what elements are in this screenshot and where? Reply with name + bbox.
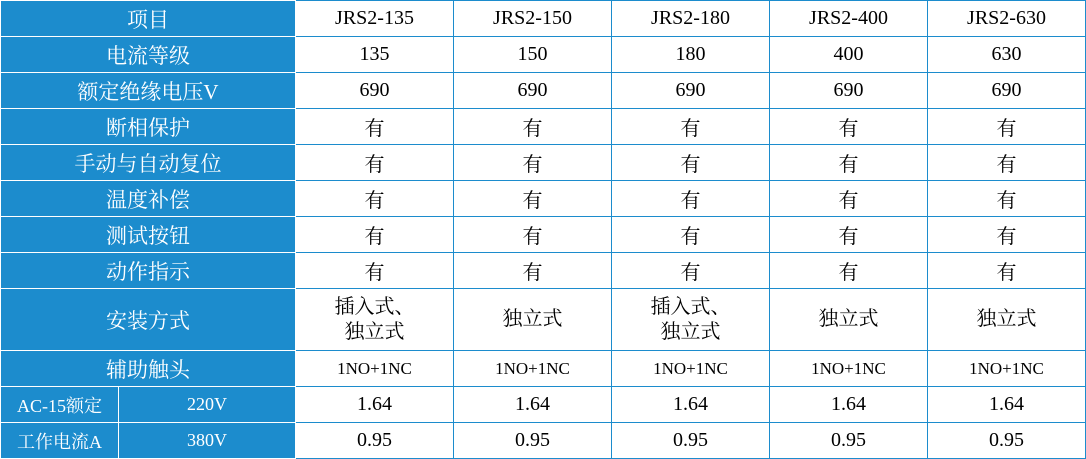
row-label: 手动与自动复位 xyxy=(1,145,296,181)
sub-row-label: 380V xyxy=(119,423,296,459)
row-value: 有 xyxy=(296,253,454,289)
table-row xyxy=(1,217,1086,253)
table-row xyxy=(1,37,1086,73)
table-row xyxy=(1,289,1086,351)
row-value: 1.64 xyxy=(770,387,928,423)
row-value: 有 xyxy=(928,181,1086,217)
table-row xyxy=(1,73,1086,109)
table-row xyxy=(1,253,1086,289)
row-value: 有 xyxy=(928,109,1086,145)
row-value: 0.95 xyxy=(296,423,454,459)
row-label: 动作指示 xyxy=(1,253,296,289)
header-model-1: JRS2-135 xyxy=(296,1,454,37)
row-value: 1.64 xyxy=(612,387,770,423)
row-value: 1NO+1NC xyxy=(770,351,928,387)
row-label: 额定绝缘电压V xyxy=(1,73,296,109)
row-value: 独立式 xyxy=(454,289,612,351)
header-model-5: JRS2-630 xyxy=(928,1,1086,37)
row-value: 690 xyxy=(296,73,454,109)
table-row xyxy=(1,351,1086,387)
row-value: 有 xyxy=(296,145,454,181)
row-value: 0.95 xyxy=(454,423,612,459)
row-value: 有 xyxy=(770,217,928,253)
row-value: 1.64 xyxy=(296,387,454,423)
table-row xyxy=(1,145,1086,181)
row-value: 150 xyxy=(454,37,612,73)
row-value: 有 xyxy=(296,181,454,217)
row-value: 1.64 xyxy=(454,387,612,423)
row-value: 1NO+1NC xyxy=(928,351,1086,387)
row-value: 有 xyxy=(770,109,928,145)
sub-row-label: 220V xyxy=(119,387,296,423)
table-row xyxy=(1,109,1086,145)
row-value: 1NO+1NC xyxy=(296,351,454,387)
row-label: 电流等级 xyxy=(1,37,296,73)
row-value: 400 xyxy=(770,37,928,73)
row-value: 有 xyxy=(296,109,454,145)
row-label: 安装方式 xyxy=(1,289,296,351)
row-value: 有 xyxy=(454,145,612,181)
table-row xyxy=(1,181,1086,217)
header-model-2: JRS2-150 xyxy=(454,1,612,37)
table-row xyxy=(1,423,1086,459)
row-value: 690 xyxy=(612,73,770,109)
row-value: 有 xyxy=(612,217,770,253)
row-label: 测试按钮 xyxy=(1,217,296,253)
row-value: 有 xyxy=(612,181,770,217)
row-value: 1NO+1NC xyxy=(612,351,770,387)
row-value: 690 xyxy=(928,73,1086,109)
row-value: 有 xyxy=(612,253,770,289)
row-label: 断相保护 xyxy=(1,109,296,145)
header-model-4: JRS2-400 xyxy=(770,1,928,37)
row-value: 有 xyxy=(612,109,770,145)
header-model-3: JRS2-180 xyxy=(612,1,770,37)
header-label-cell: 项目 xyxy=(1,1,296,37)
row-value: 有 xyxy=(454,109,612,145)
row-label: 温度补偿 xyxy=(1,181,296,217)
table-row xyxy=(1,387,1086,423)
row-value: 有 xyxy=(770,145,928,181)
row-value: 独立式 xyxy=(928,289,1086,351)
row-value: 690 xyxy=(770,73,928,109)
row-value: 有 xyxy=(770,181,928,217)
row-value: 1.64 xyxy=(928,387,1086,423)
row-value: 有 xyxy=(454,253,612,289)
row-value: 有 xyxy=(928,145,1086,181)
row-value: 有 xyxy=(296,217,454,253)
group-label-line2: 工作电流A xyxy=(1,423,119,459)
row-value: 有 xyxy=(454,217,612,253)
table-header-row xyxy=(1,1,1086,37)
group-label-line1: AC-15额定 xyxy=(1,387,119,423)
row-value: 插入式、 独立式 xyxy=(612,289,770,351)
row-value: 有 xyxy=(612,145,770,181)
row-label: 辅助触头 xyxy=(1,351,296,387)
row-value: 135 xyxy=(296,37,454,73)
row-value: 有 xyxy=(454,181,612,217)
row-value: 690 xyxy=(454,73,612,109)
row-value: 0.95 xyxy=(770,423,928,459)
row-value: 有 xyxy=(770,253,928,289)
row-value: 有 xyxy=(928,253,1086,289)
row-value: 180 xyxy=(612,37,770,73)
row-value: 630 xyxy=(928,37,1086,73)
row-value: 插入式、 独立式 xyxy=(296,289,454,351)
row-value: 独立式 xyxy=(770,289,928,351)
row-value: 0.95 xyxy=(612,423,770,459)
row-value: 1NO+1NC xyxy=(454,351,612,387)
row-value: 0.95 xyxy=(928,423,1086,459)
row-value: 有 xyxy=(928,217,1086,253)
